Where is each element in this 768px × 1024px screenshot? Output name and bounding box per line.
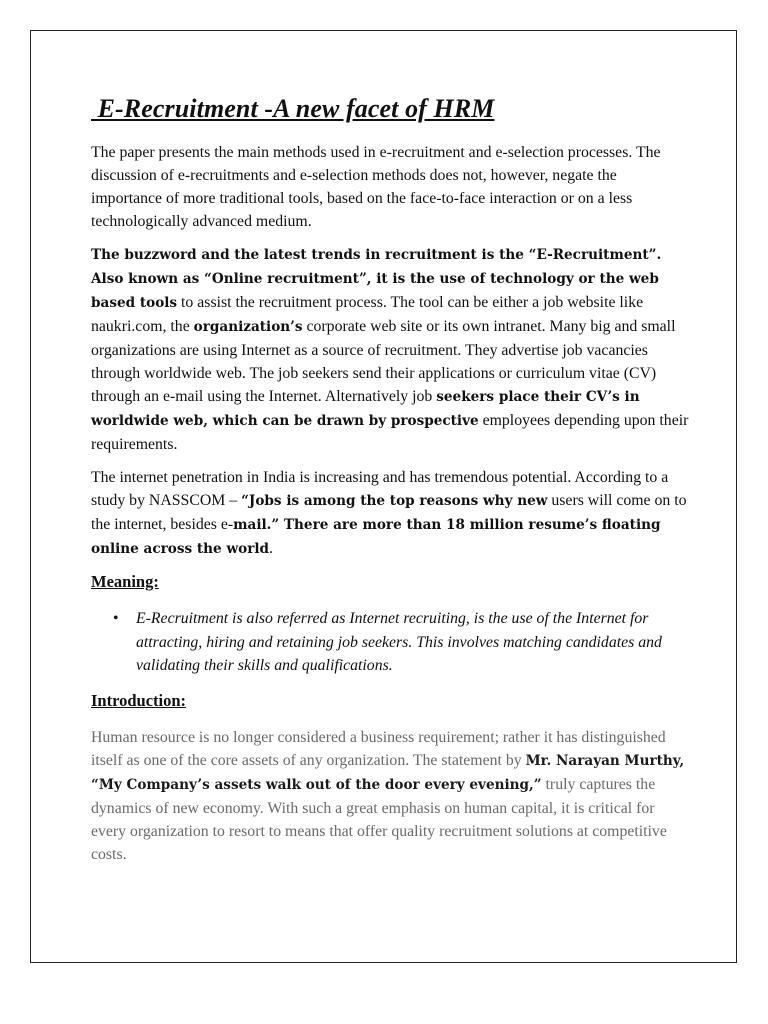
bold-text: The buzzword and the latest trends in recruitment is the “E-Recruitment”. Also known as “Online recruitment”, it is the use of technology or the web based tools: [91, 247, 662, 311]
body-text: Human resource is no longer considered a business requirement; rather it has distinguished itself as one of the core assets of any organization. The statement by: [91, 728, 666, 769]
meaning-text: E-Recruitment is also referred as Internet recruiting, is the use of the Internet for attracting, hiring and retaining job seekers. This involves matching candidates and validating their skills and qualifications.: [136, 610, 662, 674]
body-text: The internet penetration in India is increasing and has tremendous potential. According to a study by NASSCOM –: [91, 469, 669, 509]
meaning-list: [91, 607, 691, 678]
document-body: [91, 141, 691, 876]
bullet-icon: •: [113, 610, 119, 627]
body-text: users will come on to the internet, besides e-: [91, 492, 687, 533]
list-item: [91, 607, 691, 678]
bold-text: seekers place their CV’s in worldwide web, which can be drawn by prospective: [91, 389, 640, 429]
paragraph-intro-summary: The paper presents the main methods used in e-recruitment and e-selection processes. The discussion of e-recruitments and e-selection methods does not, however, negate the importance of more traditional tools, based on the face-to-face interaction or on a less technologically advanced medium.: [91, 144, 661, 230]
body-text: to assist the recruitment process. The tool can be either a job website like naukri.com, the: [91, 294, 644, 335]
bold-text: mail.” There are more than 18 million resume’s floating online across the world: [91, 517, 661, 557]
paragraph-introduction: [91, 726, 691, 866]
body-text: truly captures the dynamics of new economy. With such a great emphasis on human capital, it is critical for every organization to resort to means that offer quality recruitment solutions at competitive costs.: [91, 775, 667, 863]
body-text: .: [269, 540, 273, 557]
document-page: [30, 30, 737, 963]
body-text: corporate web site or its own intranet. Many big and small organizations are using Internet as a source of recruitment. They advertise job vacancies through worldwide web. The job seekers send their applications or curriculum vitae (CV) through an e-mail using the Internet. Alternatively job: [91, 318, 676, 405]
bold-text: organization’s: [193, 319, 303, 335]
paragraph-internet-penetration: [91, 466, 691, 561]
bold-text: “Jobs is among the top reasons why new: [241, 493, 548, 509]
introduction-heading: Introduction:: [91, 690, 187, 710]
bold-text: Mr. Narayan Murthy, “My Company’s assets walk out of the door every evening,”: [91, 752, 685, 793]
paragraph-buzzword: [91, 243, 691, 456]
document-title: E-Recruitment -A new facet of HRM: [91, 94, 495, 123]
meaning-heading: Meaning:: [91, 572, 159, 591]
body-text: employees depending upon their requirements.: [91, 412, 689, 453]
